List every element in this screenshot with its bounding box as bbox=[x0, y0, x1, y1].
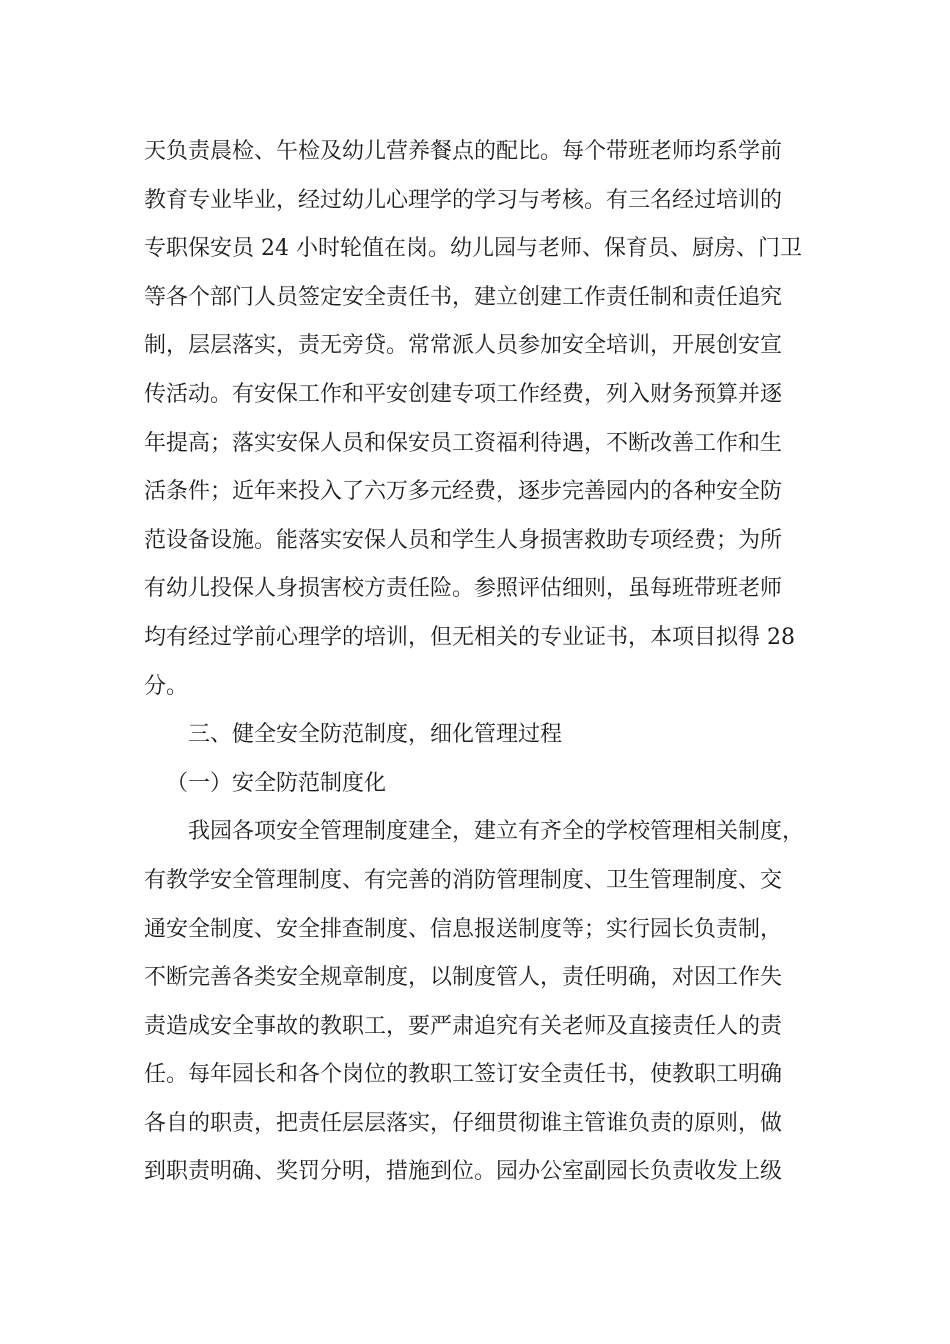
paragraph-line: 责造成安全事故的教职工，要严肃追究有关老师及直接责任人的责 bbox=[144, 1013, 783, 1039]
paragraph-line: 任。每年园长和各个岗位的教职工签订安全责任书，使教职工明确 bbox=[144, 1062, 783, 1088]
paragraph-line: 年提高；落实安保人员和保安员工资福利待遇，不断改善工作和生 bbox=[144, 430, 783, 456]
paragraph-line: 天负责晨检、午检及幼儿营养餐点的配比。每个带班老师均系学前 bbox=[144, 139, 783, 164]
paragraph-line: 有幼儿投保人身损害校方责任险。参照评估细则，虽每班带班老师 bbox=[144, 576, 783, 602]
document-body bbox=[144, 128, 824, 1197]
paragraph-line: 等各个部门人员签定安全责任书，建立创建工作责任制和责任追究 bbox=[144, 284, 783, 310]
paragraph-line: 分。 bbox=[144, 673, 189, 699]
paragraph-line: 活条件；近年来投入了六万多元经费，逐步完善园内的各种安全防 bbox=[144, 479, 783, 505]
paragraph-line: 到职责明确、奖罚分明，措施到位。园办公室副园长负责收发上级 bbox=[144, 1159, 783, 1185]
section-heading: 三、健全安全防范制度，细化管理过程 bbox=[188, 722, 563, 748]
paragraph-line: 通安全制度、安全排查制度、信息报送制度等；实行园长负责制， bbox=[144, 916, 783, 942]
subsection-heading: （一）安全防范制度化 bbox=[166, 770, 387, 796]
paragraph-line: 各自的职责，把责任层层落实，仔细贯彻谁主管谁负责的原则，做 bbox=[144, 1110, 783, 1136]
paragraph-line: 不断完善各类安全规章制度，以制度管人，责任明确，对因工作失 bbox=[144, 965, 783, 991]
paragraph-line: 均有经过学前心理学的培训，但无相关的专业证书，本项目拟得 28 bbox=[144, 624, 795, 650]
paragraph-line: 专职保安员 24 小时轮值在岗。幼儿园与老师、保育员、厨房、门卫 bbox=[144, 236, 802, 262]
paragraph-line: 有教学安全管理制度、有完善的消防管理制度、卫生管理制度、交 bbox=[144, 867, 783, 893]
paragraph-line: 制，层层落实，责无旁贷。常常派人员参加安全培训，开展创安宣 bbox=[144, 333, 783, 359]
paragraph-line: 教育专业毕业，经过幼儿心理学的学习与考核。有三名经过培训的 bbox=[144, 187, 783, 213]
paragraph-line: 传活动。有安保工作和平安创建专项工作经费，列入财务预算并逐 bbox=[144, 381, 783, 407]
paragraph-line: 我园各项安全管理制度建全，建立有齐全的学校管理相关制度， bbox=[188, 819, 805, 845]
paragraph-line: 范设备设施。能落实安保人员和学生人身损害救助专项经费；为所 bbox=[144, 527, 783, 553]
